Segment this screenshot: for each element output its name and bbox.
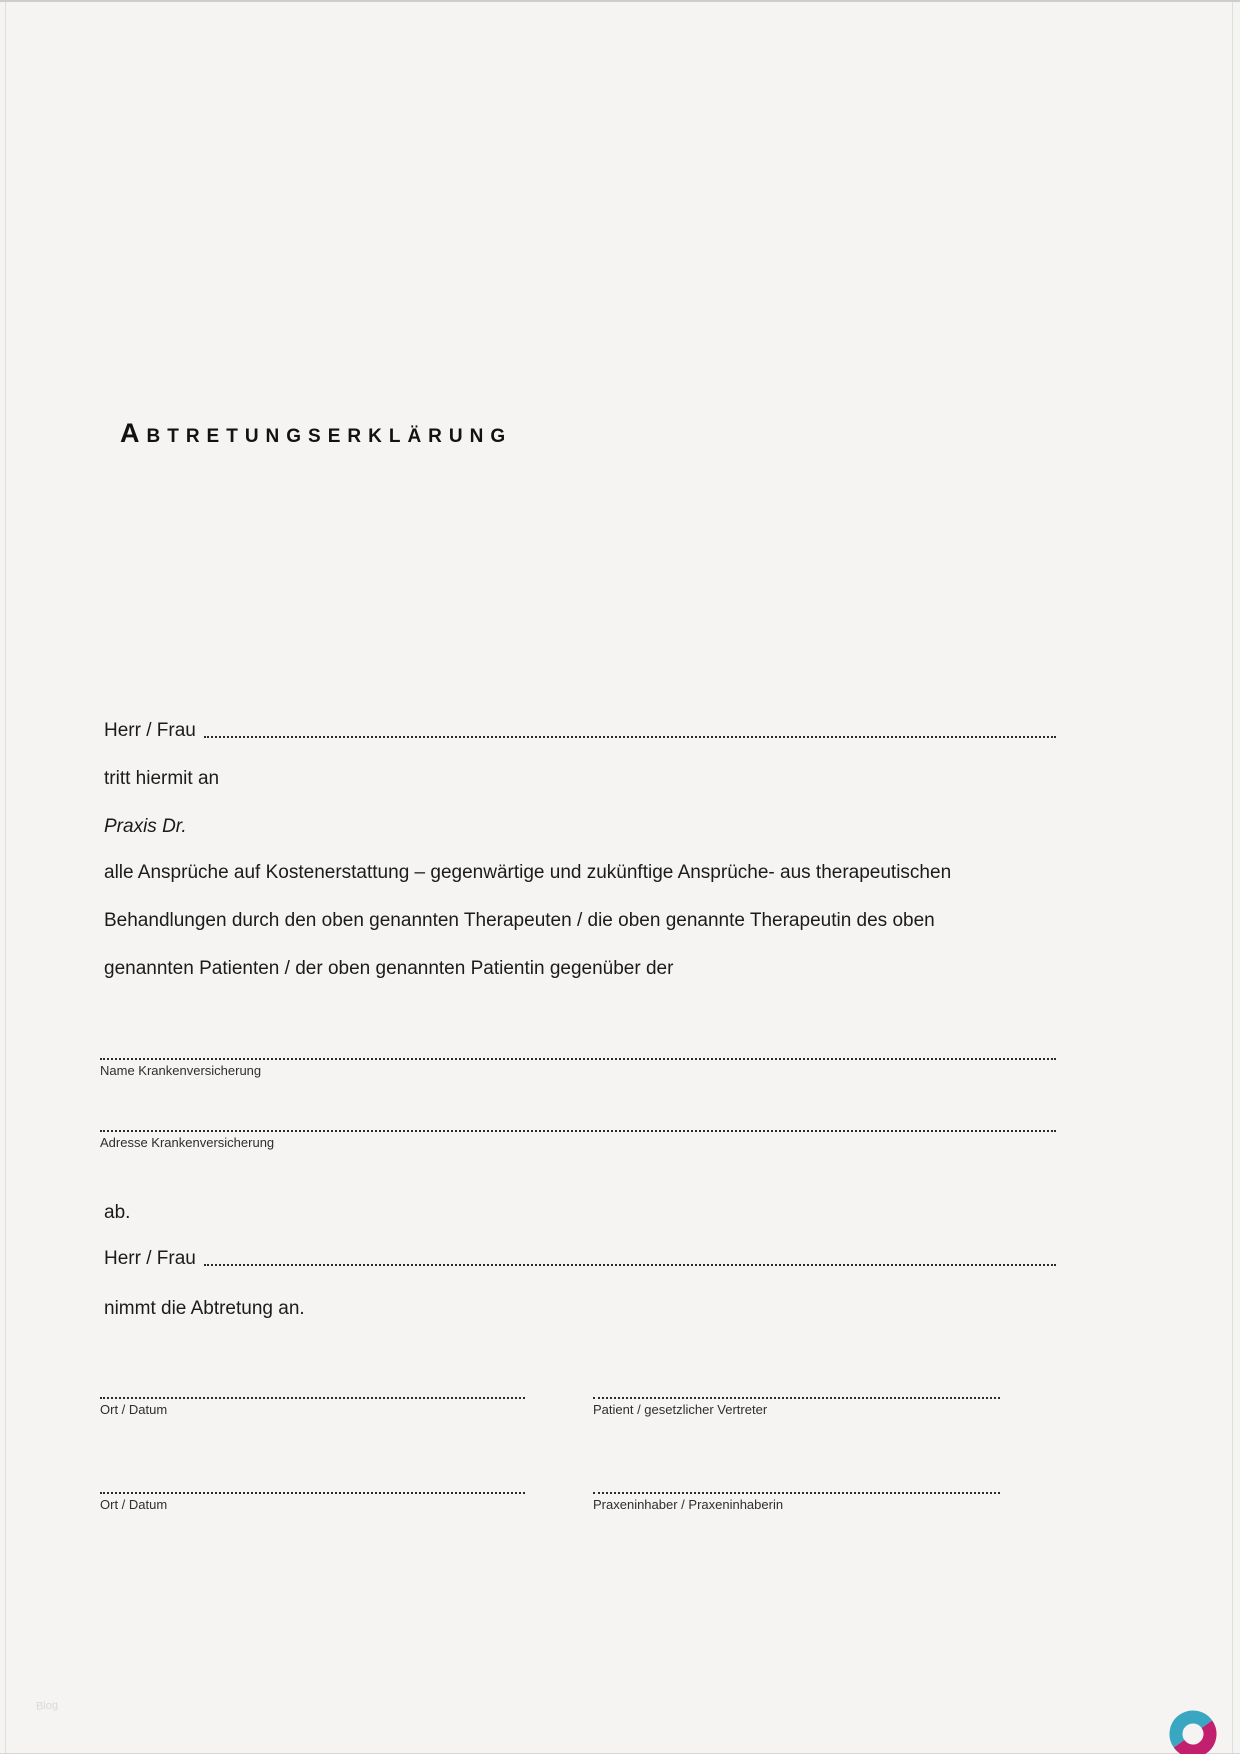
assignee-name-fill-line [204,1263,1056,1266]
blog-watermark: Blog [35,1699,59,1713]
page-title: Abtretungserklärung [120,418,513,449]
signature-row1-right-caption: Patient / gesetzlicher Vertreter [593,1402,768,1417]
signature-row2-left-line [100,1478,525,1494]
signature-row1-right [593,1383,1000,1417]
assignor-name-label: Herr / Frau [104,720,196,741]
signature-row2-left-caption: Ort / Datum [100,1497,168,1512]
scan-edge-left [5,2,6,1754]
signature-row2-right-caption: Praxeninhaber / Praxeninhaberin [593,1497,784,1512]
two-tone-swirl-logo-icon [1167,1708,1219,1754]
line-praxis-dr: Praxis Dr. [104,816,187,837]
signature-row2-left [100,1478,525,1512]
line-nimmt-abtretung: nimmt die Abtretung an. [104,1298,305,1319]
signature-row1-left-caption: Ort / Datum [100,1402,168,1417]
insurance-address-fill-line [100,1116,1056,1132]
paragraph-line-2: Behandlungen durch den oben genannten Therapeuten / die oben genannte Therapeutin des oben [104,910,935,931]
paragraph-line-1: alle Ansprüche auf Kostenerstattung – gegenwärtige und zukünftige Ansprüche- aus therapeutischen [104,862,952,883]
insurance-name-fill-line [100,1044,1056,1060]
insurance-address-caption: Adresse Krankenversicherung [100,1135,275,1150]
signature-row2-right-line [593,1478,1000,1494]
insurance-name-caption: Name Krankenversicherung [100,1063,262,1078]
assignee-name-label: Herr / Frau [104,1248,196,1269]
assignor-name-fill-line [204,735,1056,738]
scan-edge-right [1232,2,1233,1754]
line-ab: ab. [104,1202,131,1223]
paragraph-line-3: genannten Patienten / der oben genannten Patientin gegenüber der [104,958,674,979]
signature-row1-left [100,1383,525,1417]
insurance-name-field [100,1044,1056,1078]
signature-row1-right-line [593,1383,1000,1399]
insurance-address-field [100,1116,1056,1150]
assignor-name-line [104,720,1056,742]
assignee-name-line [104,1248,1056,1270]
line-tritt-hiermit-an: tritt hiermit an [104,768,220,789]
signature-row2-right [593,1478,1000,1512]
signature-row1-left-line [100,1383,525,1399]
